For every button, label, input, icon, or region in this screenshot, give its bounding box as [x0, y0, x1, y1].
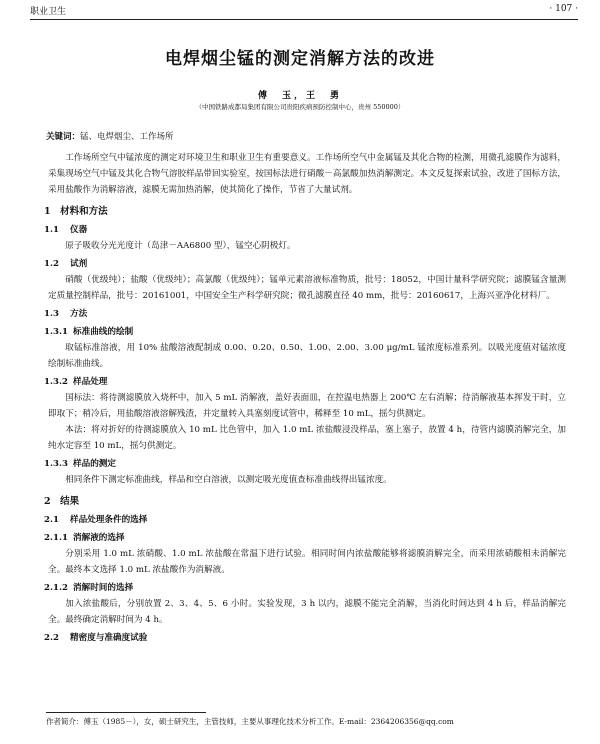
section-1-3-1-heading: 1.3.1 标准曲线的绘制: [44, 327, 134, 337]
section-1-3-3-heading: 1.3.3 样品的测定: [44, 459, 116, 469]
header-rule: [30, 19, 578, 20]
keywords: [46, 130, 174, 142]
keywords-label: 关键词：: [46, 132, 81, 142]
section-1-3-2-text-1: 国标法：将待测滤膜放入烧杯中，加入 5 mL 消解液，盖好表面皿，在控温电热器上 200℃ 左右消解；待消解液基本挥发干时，立即取下；稍冷后，用盐酸溶液溶解残渣，并定量转入具塞刻度试管中，稀释至 10 mL，摇匀供测定。: [48, 393, 566, 419]
journal-name: 职业卫生: [30, 7, 67, 17]
section-1-1-text: 原子吸收分光光度计（岛津－AA6800 型），锰空心阴极灯。: [65, 241, 296, 251]
section-2-1-1-heading: 2.1.1 消解液的选择: [44, 533, 125, 543]
section-2-heading: 2 结果: [44, 496, 80, 507]
authors: 傅 玉，王 勇: [257, 91, 342, 101]
section-2-1-1-text: 分别采用 1.0 mL 浓硝酸、1.0 mL 浓盐酸在常温下进行试验。相同时间内浓盐酸能够将滤膜消解完全，而采用浓硝酸相未消解完全。最终本文选择 1.0 mL 浓盐酸作为消解液。: [48, 549, 566, 575]
page-number: · 107 ·: [549, 4, 578, 14]
article-body: [44, 150, 566, 646]
section-2-1-2-heading: 2.1.2 消解时间的选择: [44, 583, 134, 593]
section-1-3-2-text-2: 本法：将对折好的待测滤膜放入 10 mL 比色管中，加入 1.0 mL 浓盐酸浸没样品，塞上塞子，放置 4 h，待管内滤膜消解完全，加纯水定容至 10 mL，摇匀供测定。: [48, 425, 566, 451]
section-2-2-heading: 2.2 精密度与准确度试验: [44, 633, 148, 643]
keywords-text: 锰、电焊烟尘、工作场所: [80, 132, 174, 142]
section-1-3-1-text: 取锰标准溶液，用 10% 盐酸溶液配制成 0.00、0.20、0.50、1.00、2.00、3.00 μg/mL 锰浓度标准系列。以吸光度值对锰浓度绘制标准曲线。: [48, 343, 566, 369]
affiliation: （中国铁路成都局集团有限公司贵阳疾病预防控制中心，贵州 550000）: [195, 103, 405, 111]
section-1-3-3-text: 相同条件下测定标准曲线，样品和空白溶液，以测定吸光度值查标准曲线得出锰浓度。: [65, 475, 392, 485]
section-1-2-heading: 1.2 试剂: [44, 259, 88, 269]
section-1-3-heading: 1.3 方法: [44, 309, 88, 319]
author-footnote: 作者简介：傅玉（1985－），女，硕士研究生，主管技师，主要从事理化技术分析工作。E-mail：2364206356@qq.com: [46, 717, 454, 726]
running-header: [30, 4, 578, 18]
intro-paragraph: 工作场所空气中锰浓度的测定对环境卫生和职业卫生有重要意义。工作场所空气中金属锰及其化合物的检测，用微孔滤膜作为滤料，采集现场空气中锰及其化合物气溶胶样品带回实验室，按国标法进行硝酸－高氯酸加热消解测定。本文反复探索试验，改进了国标方法，采用盐酸作为消解溶液，滤膜无需加热消解，使其简化了操作，节省了大量试剂。: [48, 153, 566, 195]
article-title: 电焊烟尘锰的测定消解方法的改进: [165, 49, 435, 69]
footnote-rule: [46, 712, 206, 713]
section-2-1-heading: 2.1 样品处理条件的选择: [44, 515, 148, 525]
section-1-1-heading: 1.1 仪器: [44, 225, 88, 235]
section-1-heading: 1 材料和方法: [44, 206, 108, 217]
section-1-3-2-heading: 1.3.2 样品处理: [44, 377, 108, 387]
section-1-2-text: 硝酸（优级纯）；盐酸（优级纯）；高氯酸（优级纯）；锰单元素溶液标准物质，批号：18052，中国计量科学研究院；滤膜锰含量测定质量控制样品，批号：20161001，中国安全生产科学研究院；微孔滤膜直径 40 mm，批号：20160617，上海兴亚净化材料厂。: [48, 275, 566, 301]
section-2-1-2-text: 加入浓盐酸后，分别放置 2、3、4、5、6 小时。实验发现，3 h 以内，滤膜不能完全消解，当消化时间达到 4 h 后，样品消解完全。最终确定消解时间为 4 h。: [48, 599, 566, 625]
